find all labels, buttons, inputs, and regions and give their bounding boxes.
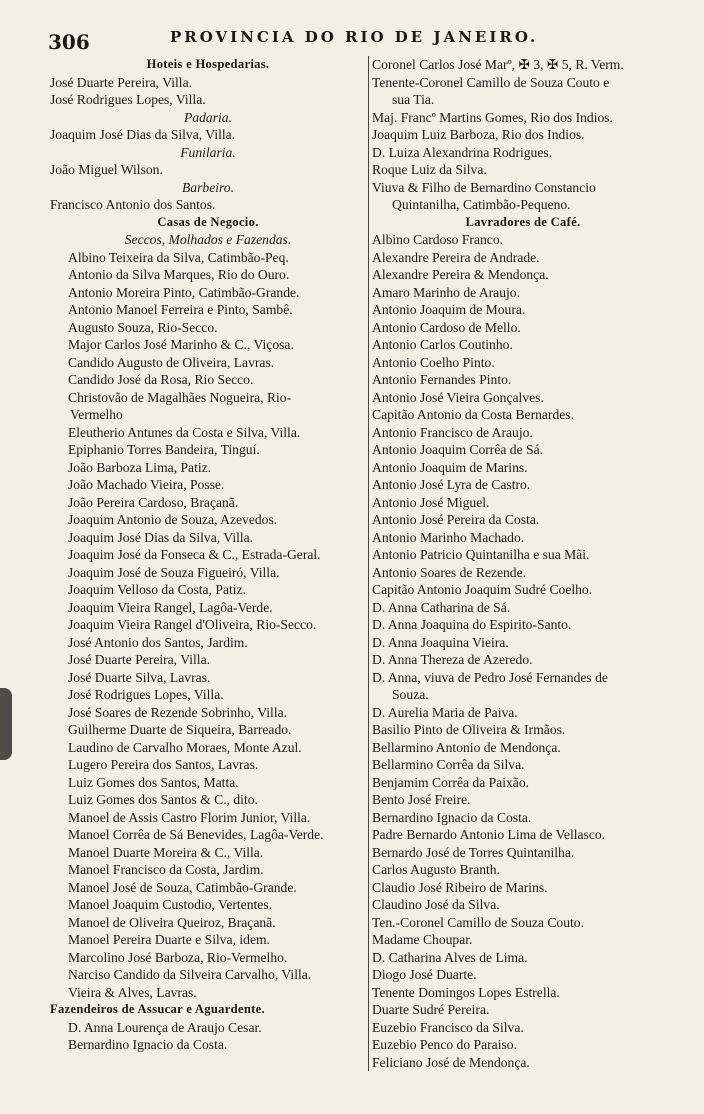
directory-entry: Manoel José de Souza, Catimbão-Grande.: [68, 879, 297, 895]
entry-continuation: Quintanilha, Catimbão-Pequeno.: [392, 197, 571, 212]
directory-entry: João Machado Vieira, Posse.: [68, 477, 225, 492]
directory-entry: José Duarte Silva, Lavras.: [68, 669, 211, 685]
subsection-heading: Barbeiro.: [182, 179, 234, 195]
directory-entry: Antonio Patricio Quintanilha e sua Mãi.: [372, 547, 590, 562]
directory-entry: D. Anna Joaquina do Espirito-Santo.: [372, 617, 572, 632]
directory-entry: Bento José Freire.: [372, 792, 471, 807]
directory-entry: D. Luiza Alexandrina Rodrigues.: [372, 144, 553, 160]
directory-entry: D. Anna Thereza de Azeredo.: [372, 652, 533, 667]
directory-entry: José Duarte Pereira, Villa.: [50, 74, 192, 90]
directory-entry: Major Carlos José Marinho & C., Viçosa.: [68, 337, 294, 352]
directory-entry: Antonio Manoel Ferreira e Pinto, Sambê.: [68, 302, 293, 317]
left-column: [50, 56, 366, 1054]
directory-entry: Joaquim Vieira Rangel d'Oliveira, Rio-Secco.: [68, 617, 317, 632]
directory-entry: Viuva & Filho de Bernardino Constancio: [372, 179, 596, 195]
section-heading: Hoteis e Hospedarias.: [146, 57, 270, 71]
directory-entry: Ten.-Coronel Camillo de Souza Couto.: [372, 914, 584, 930]
directory-entry: José Rodrigues Lopes, Villa.: [50, 92, 206, 107]
directory-entry: Candido José da Rosa, Rio Secco.: [68, 372, 254, 387]
directory-entry: Alexandre Pereira & Mendonça.: [372, 267, 549, 282]
directory-entry: Tenente Domingos Lopes Estrella.: [372, 984, 560, 1000]
directory-entry: D. Aurelia Maria de Paiva.: [372, 704, 518, 720]
directory-entry: Laudino de Carvalho Moraes, Monte Azul.: [68, 739, 302, 755]
directory-entry: Duarte Sudré Pereira.: [372, 1002, 490, 1017]
directory-entry: Capitão Antonio da Costa Bernardes.: [372, 407, 574, 422]
directory-entry: Manoel Corrêa de Sá Benevides, Lagôa-Verde.: [68, 827, 324, 842]
directory-entry: Tenente-Coronel Camillo de Souza Couto e: [372, 74, 610, 90]
subsection-heading: Funilaria.: [180, 144, 236, 160]
directory-entry: Luiz Gomes dos Santos, Matta.: [68, 774, 239, 790]
entry-continuation: Vermelho: [70, 407, 123, 422]
directory-entry: Francisco Antonio dos Santos.: [50, 197, 216, 212]
directory-entry: Joaquim Antonio de Souza, Azevedos.: [68, 512, 278, 527]
section-heading: Fazendeiros de Assucar e Aguardente.: [50, 1002, 265, 1016]
directory-entry: Antonio Cardoso de Mello.: [372, 319, 521, 335]
directory-entry: Manoel Joaquim Custodio, Vertentes.: [68, 897, 273, 912]
directory-entry: Antonio José Pereira da Costa.: [372, 512, 540, 527]
directory-entry: Antonio Moreira Pinto, Catimbão-Grande.: [68, 284, 300, 300]
directory-entry: Albino Teixeira da Silva, Catimbão-Peq.: [68, 249, 289, 265]
subsection-heading: Padaria.: [184, 109, 232, 125]
directory-entry: José Duarte Pereira, Villa.: [68, 652, 210, 667]
directory-entry: Marcolino José Barboza, Rio-Vermelho.: [68, 949, 288, 965]
directory-entry: Manoel de Oliveira Queiroz, Braçanã.: [68, 914, 276, 930]
directory-entry: Bernardino Ignacio da Costa.: [68, 1037, 228, 1052]
directory-entry: Antonio Fernandes Pinto.: [372, 372, 512, 387]
directory-entry: Eleutherio Antunes da Costa e Silva, Villa.: [68, 424, 301, 440]
directory-entry: Alexandre Pereira de Andrade.: [372, 249, 540, 265]
directory-entry: Epiphanio Torres Bandeira, Tinguí.: [68, 442, 260, 457]
directory-entry: Benjamim Corrêa da Paixão.: [372, 774, 530, 790]
directory-entry: João Miguel Wilson.: [50, 162, 163, 177]
subsection-heading: Seccos, Molhados e Fazendas.: [124, 232, 292, 247]
page-number: 306: [48, 30, 90, 54]
directory-entry: Roque Luiz da Silva.: [372, 162, 487, 177]
directory-entry: Antonio Joaquim de Marins.: [372, 459, 528, 475]
right-column: [368, 56, 674, 1071]
directory-entry: Albino Cardoso Franco.: [372, 232, 504, 247]
directory-entry: Joaquim José da Fonseca & C., Estrada-Geral.: [68, 547, 321, 562]
directory-entry: Joaquim José de Souza Figueiró, Villa.: [68, 564, 280, 580]
directory-entry: Manoel de Assis Castro Florim Junior, Villa.: [68, 809, 311, 825]
directory-entry: Feliciano José de Mendonça.: [372, 1054, 530, 1070]
entry-continuation: sua Tia.: [392, 92, 435, 107]
directory-entry: José Rodrigues Lopes, Villa.: [68, 687, 224, 702]
directory-entry: D. Anna, viuva de Pedro José Fernandes de: [372, 669, 608, 685]
directory-entry: Antonio José Miguel.: [372, 494, 490, 510]
directory-entry: Candido Augusto de Oliveira, Lavras.: [68, 354, 275, 370]
directory-entry: Guilherme Duarte de Siqueira, Barreado.: [68, 722, 292, 737]
directory-entry: Narciso Candido da Silveira Carvalho, Villa.: [68, 967, 312, 982]
directory-entry: Antonio Joaquim de Moura.: [372, 302, 526, 317]
running-head: PROVINCIA DO RIO DE JANEIRO.: [170, 28, 539, 46]
directory-entry: Bellarmino Antonio de Mendonça.: [372, 739, 561, 755]
directory-entry: Manoel Pereira Duarte e Silva, idem.: [68, 932, 270, 947]
directory-entry: Claudio José Ribeiro de Marins.: [372, 879, 548, 895]
directory-entry: Bernardino Ignacio da Costa.: [372, 809, 532, 825]
directory-entry: Bellarmino Corrêa da Silva.: [372, 757, 525, 772]
directory-entry: João Pereira Cardoso, Braçanã.: [68, 494, 239, 510]
directory-entry: Antonio José Lyra de Castro.: [372, 477, 531, 492]
directory-entry: D. Anna Joaquina Vieira.: [372, 634, 509, 650]
directory-entry: Joaquim José Dias da Silva, Villa.: [68, 529, 254, 545]
directory-entry: Bernardo José de Torres Quintanilha.: [372, 844, 575, 860]
directory-entry: Lugero Pereira dos Santos, Lavras.: [68, 757, 259, 772]
directory-entry: Euzebio Penco do Paraiso.: [372, 1037, 517, 1052]
directory-entry: Christovão de Magalhães Nogueira, Rio-: [68, 389, 292, 405]
directory-entry: Coronel Carlos José Marº, ✠ 3, ✠ 5, R. Verm.: [372, 57, 624, 72]
directory-entry: Antonio Coelho Pinto.: [372, 354, 495, 370]
directory-entry: D. Anna Lourença de Araujo Cesar.: [68, 1019, 262, 1035]
directory-entry: Joaquim Velloso da Costa, Patiz.: [68, 582, 246, 597]
directory-entry: José Antonio dos Santos, Jardim.: [68, 634, 248, 650]
directory-entry: Antonio José Vieira Gonçalves.: [372, 389, 544, 405]
directory-entry: Manoel Duarte Moreira & C., Villa.: [68, 844, 264, 860]
directory-entry: Antonio da Silva Marques, Rio do Ouro.: [68, 267, 290, 282]
directory-entry: Basilio Pinto de Oliveira & Irmãos.: [372, 722, 566, 737]
directory-entry: Carlos Augusto Branth.: [372, 862, 501, 877]
directory-entry: D. Catharina Alves de Lima.: [372, 949, 528, 965]
directory-entry: Joaquim Vieira Rangel, Lagôa-Verde.: [68, 599, 273, 615]
entry-continuation: Souza.: [392, 687, 429, 702]
directory-entry: Antonio Soares de Rezende.: [372, 564, 527, 580]
directory-entry: Diogo José Duarte.: [372, 967, 477, 982]
section-heading: Casas de Negocio.: [157, 214, 259, 229]
directory-entry: Claudino José da Silva.: [372, 897, 500, 912]
directory-entry: Amaro Marinho de Araujo.: [372, 284, 520, 300]
directory-entry: Antonio Carlos Coutinho.: [372, 337, 513, 352]
directory-entry: Vieira & Alves, Lavras.: [68, 984, 197, 1000]
section-heading: Lavradores de Café.: [465, 214, 581, 229]
directory-entry: Padre Bernardo Antonio Lima de Vellasco.: [372, 827, 606, 842]
directory-entry: Antonio Joaquim Corrêa de Sá.: [372, 442, 544, 457]
page-edge-stain: [0, 688, 12, 760]
directory-entry: Antonio Marinho Machado.: [372, 529, 525, 545]
directory-entry: Euzebio Francisco da Silva.: [372, 1019, 524, 1035]
directory-entry: José Soares de Rezende Sobrinho, Villa.: [68, 704, 288, 720]
directory-entry: D. Anna Catharina de Sá.: [372, 599, 511, 615]
directory-entry: Capitão Antonio Joaquim Sudré Coelho.: [372, 582, 593, 597]
directory-entry: João Barboza Lima, Patiz.: [68, 459, 212, 475]
directory-entry: Manoel Francisco da Costa, Jardim.: [68, 862, 264, 877]
directory-entry: Joaquim José Dias da Silva, Villa.: [50, 127, 236, 142]
directory-entry: Madame Choupar.: [372, 932, 473, 947]
directory-entry: Luiz Gomes dos Santos & C., dito.: [68, 792, 258, 807]
directory-entry: Joaquim Luiz Barboza, Rio dos Indios.: [372, 127, 585, 142]
directory-entry: Augusto Souza, Rio-Secco.: [68, 319, 218, 335]
directory-entry: Maj. Francº Martins Gomes, Rio dos Indios.: [372, 109, 613, 125]
directory-entry: Antonio Francisco de Araujo.: [372, 424, 533, 440]
